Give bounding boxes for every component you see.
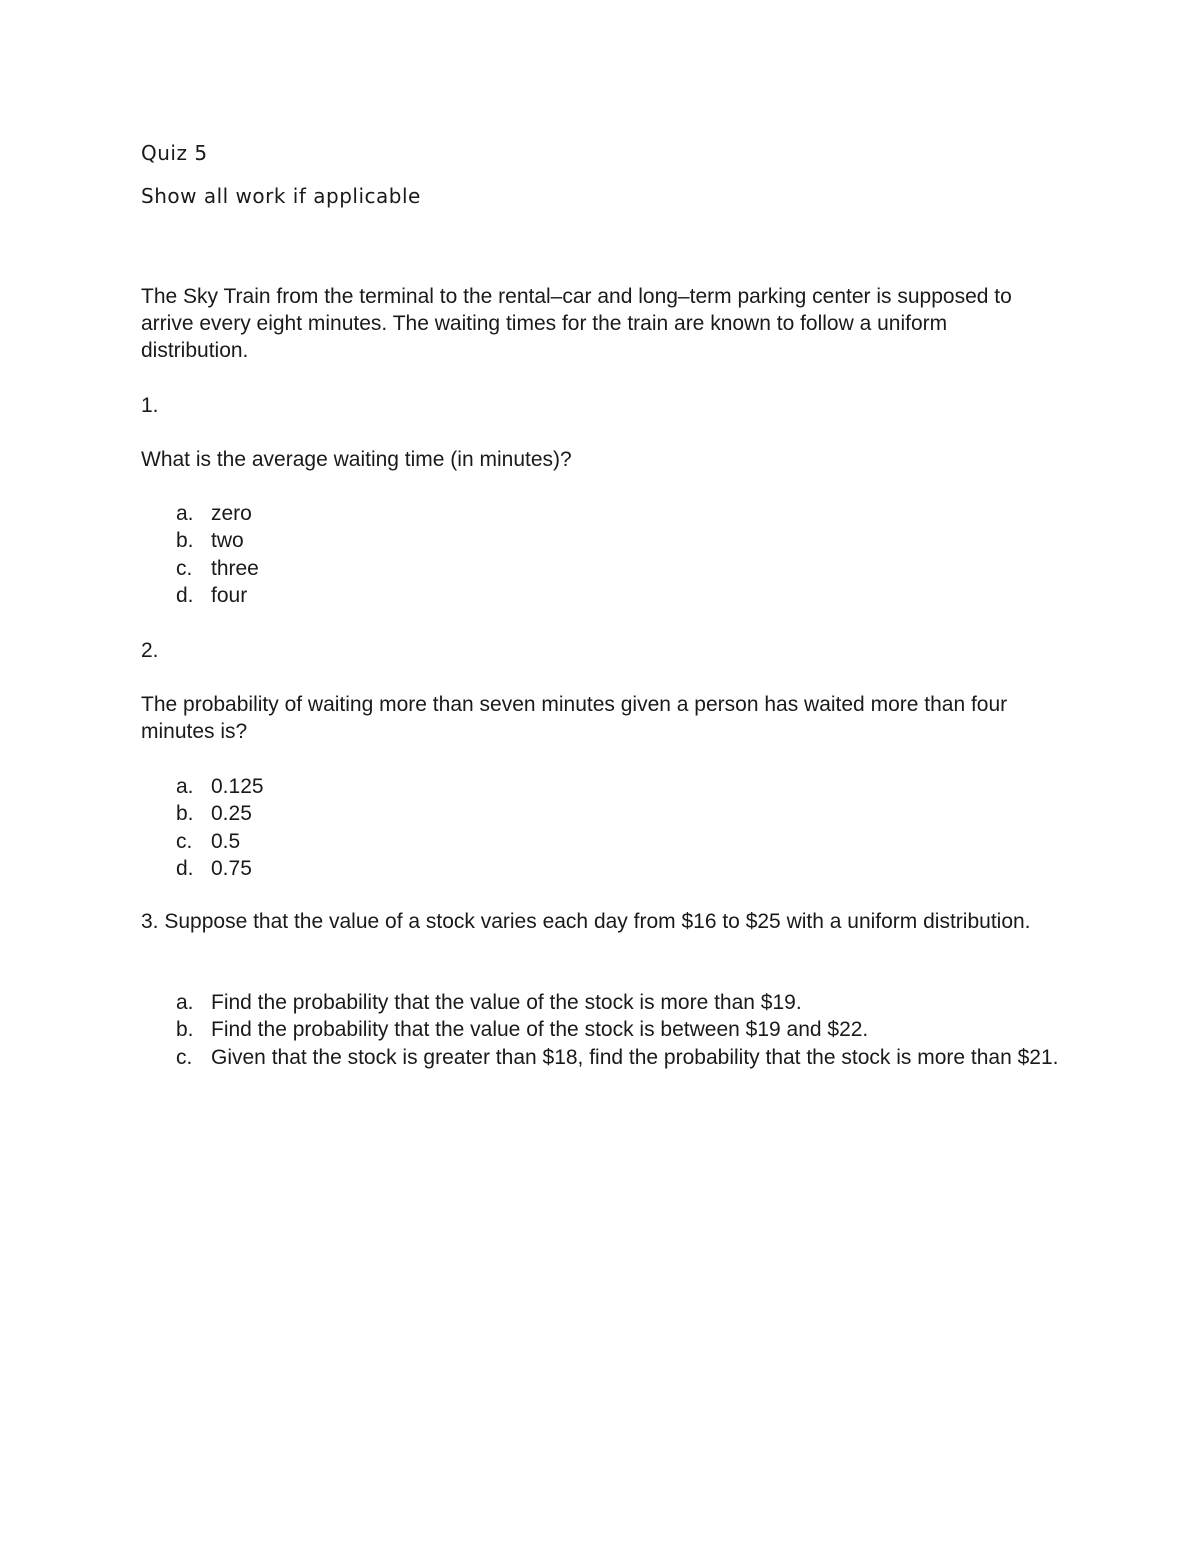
question-1-prompt: What is the average waiting time (in minutes)? xyxy=(141,448,572,471)
page-title: Quiz 5 xyxy=(141,141,208,165)
list-item xyxy=(141,555,1071,582)
question-3-prompt xyxy=(141,908,1041,935)
option-text: four xyxy=(211,583,248,607)
option-letter: d. xyxy=(176,583,194,607)
option-letter: a. xyxy=(176,502,194,525)
option-text: 0.75 xyxy=(211,856,252,880)
list-item xyxy=(141,800,1071,827)
intro-paragraph: The Sky Train from the terminal to the rental–car and long–term parking center is supposed to arrive every eight minutes. The waiting times for the train are known to follow a uniform distribution. xyxy=(141,285,1012,362)
question-1-number: 1. xyxy=(141,394,159,417)
option-letter: a. xyxy=(176,991,194,1014)
question-1-options xyxy=(141,500,1071,609)
list-item xyxy=(141,582,1071,609)
list-item xyxy=(141,828,1071,855)
question-3-options xyxy=(141,989,1071,1071)
question-2-number: 2. xyxy=(141,639,159,662)
list-item xyxy=(141,500,1071,527)
option-letter: a. xyxy=(176,775,194,798)
question-2-options xyxy=(141,773,1071,882)
list-item xyxy=(141,855,1071,882)
instructions: Show all work if applicable xyxy=(141,184,421,208)
option-letter: c. xyxy=(176,1045,193,1069)
question-3-text: Suppose that the value of a stock varies each day from $16 to $25 with a uniform distribution. xyxy=(158,910,1031,933)
question-3-number: 3. xyxy=(141,910,159,933)
option-letter: d. xyxy=(176,856,194,880)
option-text: three xyxy=(211,556,259,580)
list-item xyxy=(141,1044,1061,1071)
option-text: Find the probability that the value of the stock is more than $19. xyxy=(211,991,802,1014)
option-letter: b. xyxy=(176,802,194,826)
option-text: zero xyxy=(211,502,252,525)
list-item xyxy=(141,773,1071,800)
question-2-prompt: The probability of waiting more than seven minutes given a person has waited more than four minutes is? xyxy=(141,693,1008,743)
option-text: 0.5 xyxy=(211,829,241,853)
list-item xyxy=(141,527,1071,554)
option-text: two xyxy=(211,529,244,553)
option-text: 0.125 xyxy=(211,775,264,798)
list-item xyxy=(141,989,1071,1016)
option-letter: b. xyxy=(176,529,194,553)
option-letter: c. xyxy=(176,829,193,853)
option-text: 0.25 xyxy=(211,802,252,826)
option-text: Given that the stock is greater than $18, find the probability that the stock is more than $21. xyxy=(211,1045,1059,1069)
list-item xyxy=(141,1016,1071,1043)
option-letter: b. xyxy=(176,1018,194,1042)
option-letter: c. xyxy=(176,556,193,580)
option-text: Find the probability that the value of the stock is between $19 and $22. xyxy=(211,1018,869,1042)
